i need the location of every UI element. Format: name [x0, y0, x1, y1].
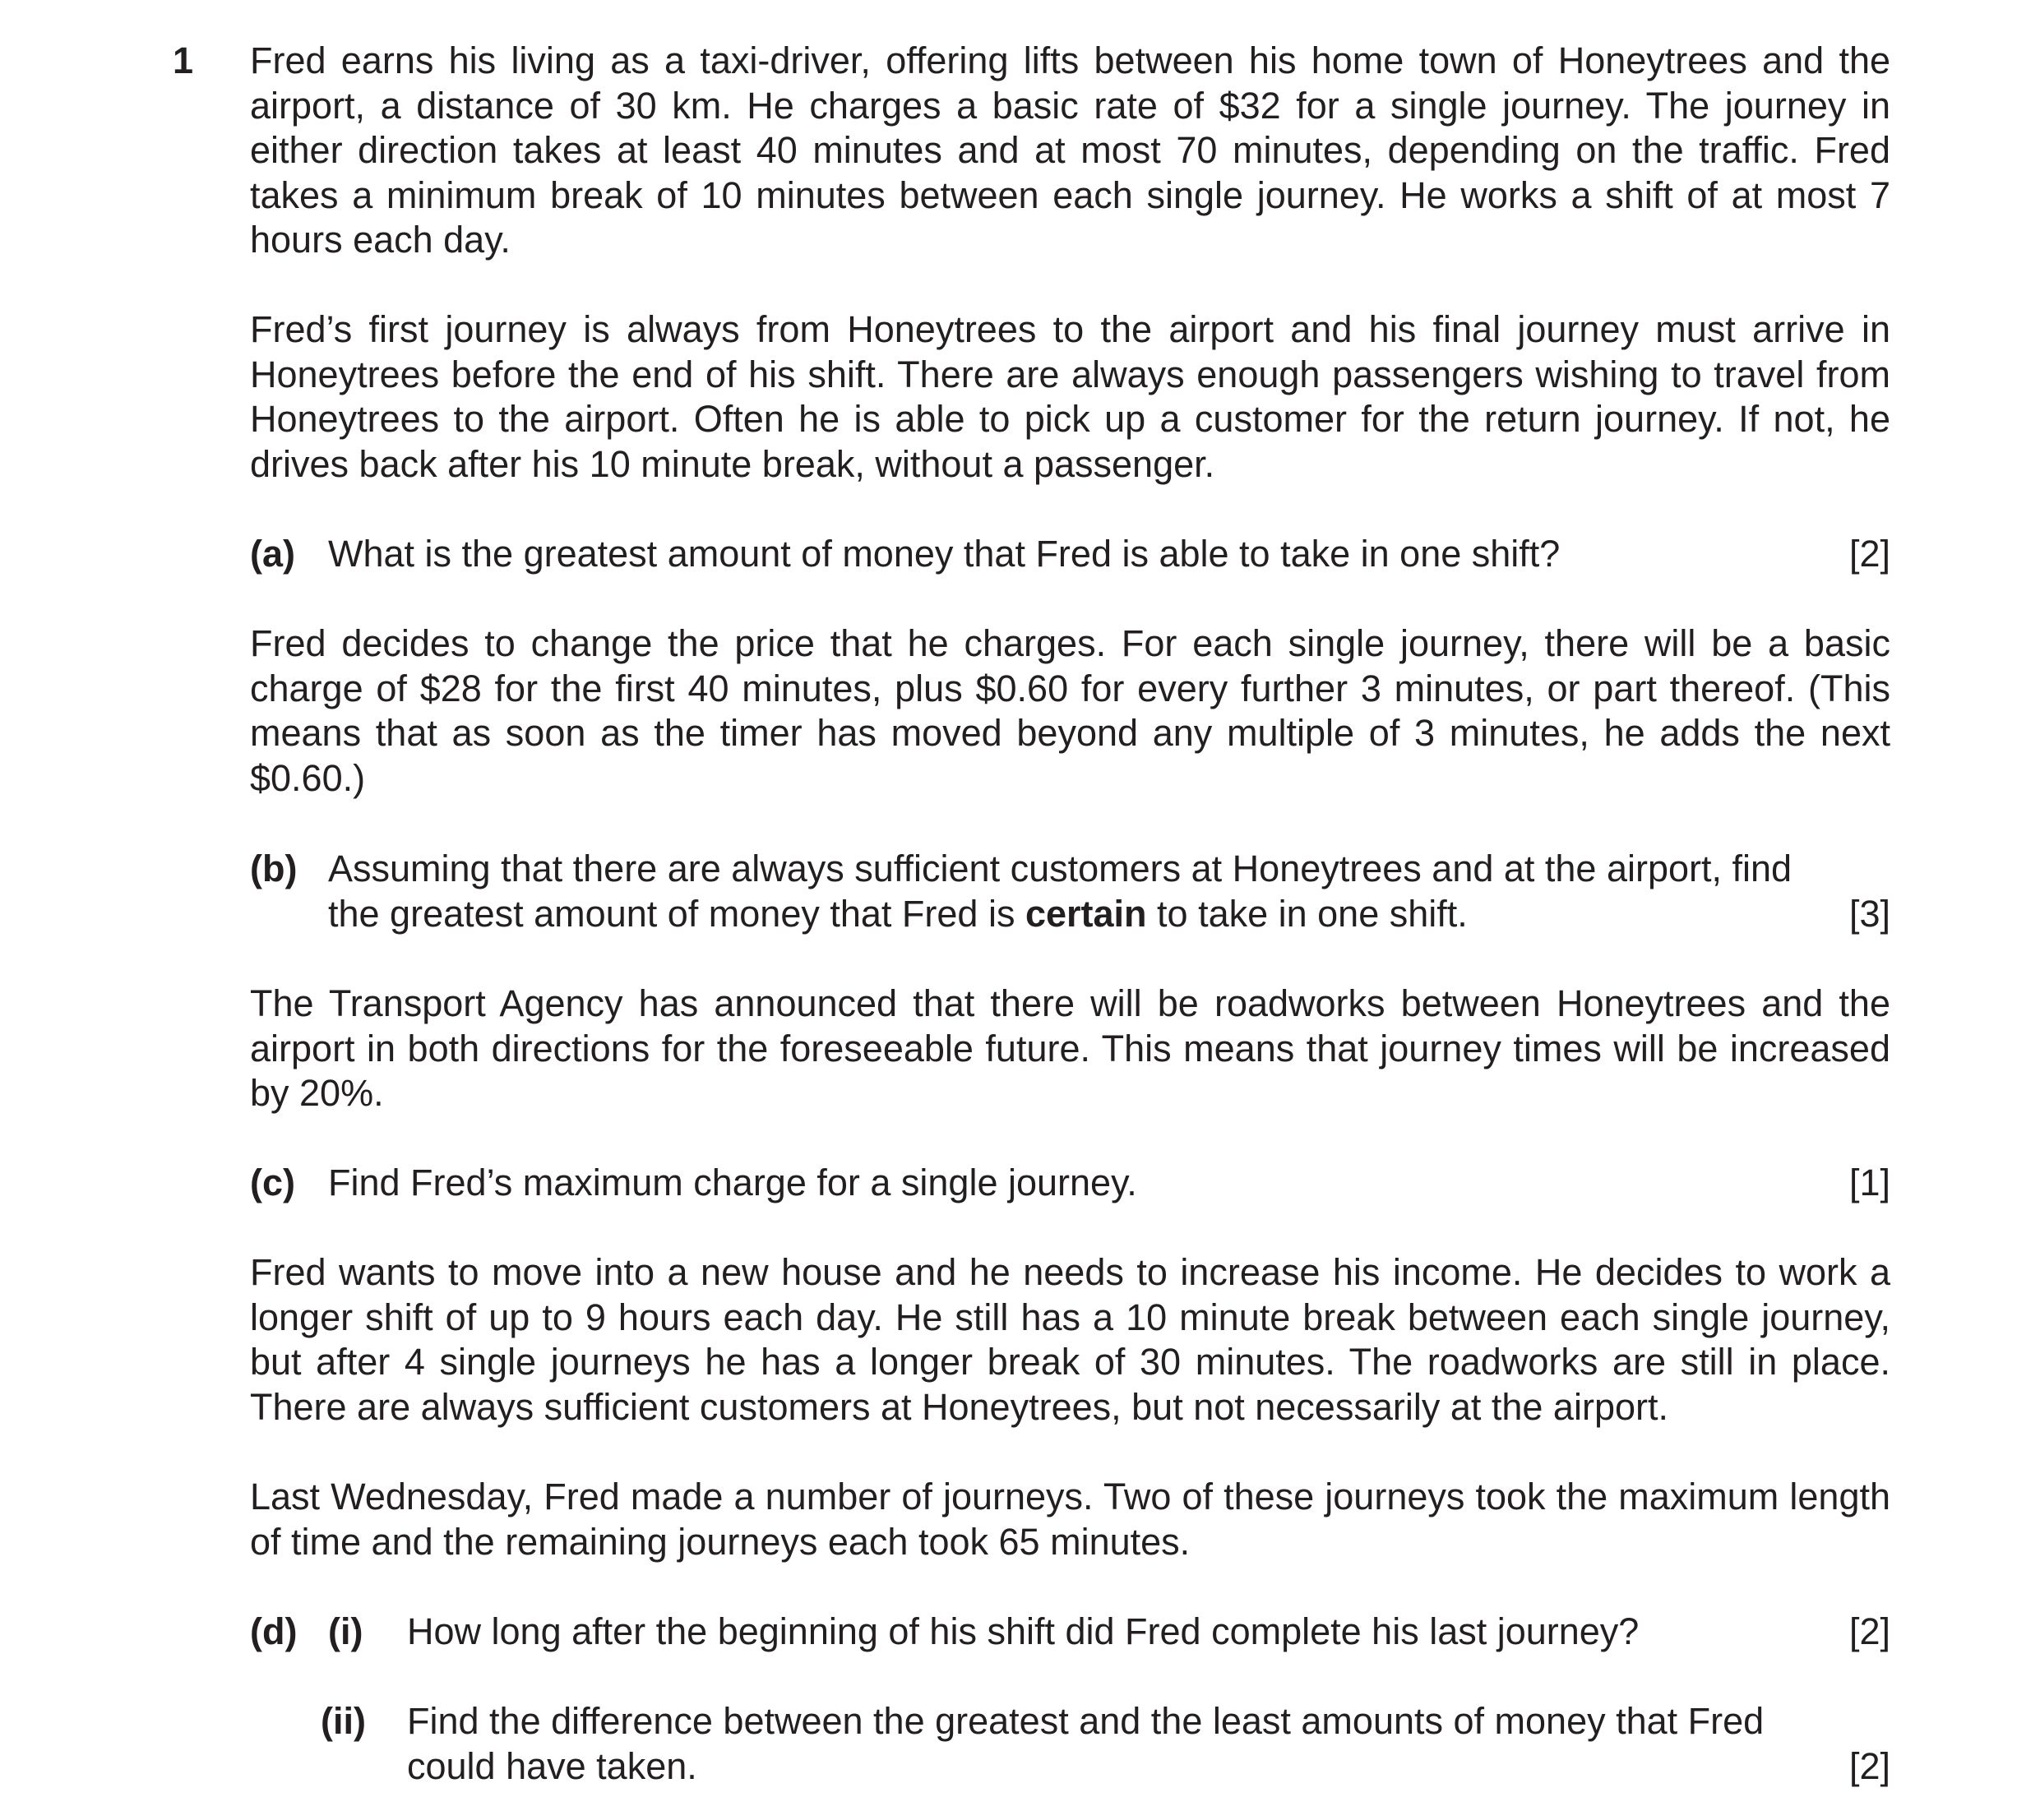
part-b-text-before: Assuming that there are always sufficient customers at Honeytrees and at the airport, find the greatest amount of money that Fred is — [328, 848, 1793, 935]
part-d-ii-label: (ii) — [321, 1700, 366, 1742]
part-c — [250, 1161, 1890, 1206]
intro-text-4: The Transport Agency has announced that there will be roadworks between Honeytrees and the airport in both directions for the foreseeable future. This means that journey times will be increased by 20%. — [250, 982, 1890, 1114]
part-b-text-after: to take in one shift. — [1146, 892, 1468, 935]
part-b-label: (b) — [250, 848, 298, 889]
part-b-text — [328, 847, 1890, 936]
part-d-ii-marks: [2] — [1848, 1744, 1890, 1787]
part-d-i-label: (i) — [328, 1610, 363, 1652]
part-d-i-marks: [2] — [1848, 1610, 1890, 1652]
part-d-ii-text: Find the difference between the greatest and the least amounts of money that Fred could have taken. — [407, 1700, 1765, 1787]
intro-paragraph-1 — [250, 39, 1890, 263]
intro-text-5: Fred wants to move into a new house and he needs to increase his income. He decides to work a longer shift of up to 9 hours each day. He still has a 10 minute break between each single journey, but after 4 single journeys he has a longer break of 30 minutes. The roadworks are still in place. There are always sufficient customers at Honeytrees, but not necessarily at the airport. — [250, 1251, 1890, 1428]
part-b — [250, 847, 1890, 936]
part-d-ii — [250, 1699, 1890, 1789]
part-c-marks: [1] — [1848, 1162, 1890, 1203]
part-b-emphasis: certain — [1025, 892, 1147, 935]
part-a-label: (a) — [250, 533, 295, 575]
intro-paragraph-3 — [250, 621, 1890, 801]
intro-paragraph-5 — [250, 1250, 1890, 1430]
part-a — [250, 532, 1890, 577]
part-a-marks: [2] — [1848, 533, 1890, 575]
part-a-text: What is the greatest amount of money that Fred is able to take in one shift? — [328, 533, 1561, 575]
part-c-label: (c) — [250, 1162, 295, 1203]
part-c-text: Find Fred’s maximum charge for a single journey. — [328, 1162, 1137, 1203]
part-d-label: (d) — [250, 1610, 298, 1652]
intro-paragraph-6 — [250, 1475, 1890, 1564]
intro-text-2: Fred’s first journey is always from Honeytrees to the airport and his final journey must arrive in Honeytrees before the end of his shift. There are always enough passengers wishing to travel from Honeytrees to the airport. Often he is able to pick up a customer for the return journey. If not, he drives back after his 10 minute break, without a passenger. — [250, 308, 1890, 485]
part-d-i — [250, 1610, 1890, 1655]
intro-text-3: Fred decides to change the price that he charges. For each single journey, there will be a basic charge of $28 for the first 40 minutes, plus $0.60 for every further 3 minutes, or part thereof. (This means that as soon as the timer has moved beyond any multiple of 3 minutes, he adds the next $0.60.) — [250, 622, 1890, 799]
intro-text-6: Last Wednesday, Fred made a number of journeys. Two of these journeys took the maximum length of time and the remaining journeys each took 65 minutes. — [250, 1476, 1890, 1563]
intro-paragraph-4 — [250, 982, 1890, 1116]
intro-paragraph-2 — [250, 307, 1890, 487]
question-number: 1 — [173, 39, 194, 81]
part-d-i-text: How long after the beginning of his shift did Fred complete his last journey? — [407, 1610, 1640, 1652]
intro-text-1: Fred earns his living as a taxi-driver, offering lifts between his home town of Honeytrees and the airport, a distance of 30 km. He charges a basic rate of $32 for a single journey. The journey in either direction takes at least 40 minutes and at most 70 minutes, depending on the traffic. Fred takes a minimum break of 10 minutes between each single journey. He works a shift of at most 7 hours each day. — [250, 39, 1890, 261]
part-b-marks: [3] — [1848, 892, 1890, 935]
